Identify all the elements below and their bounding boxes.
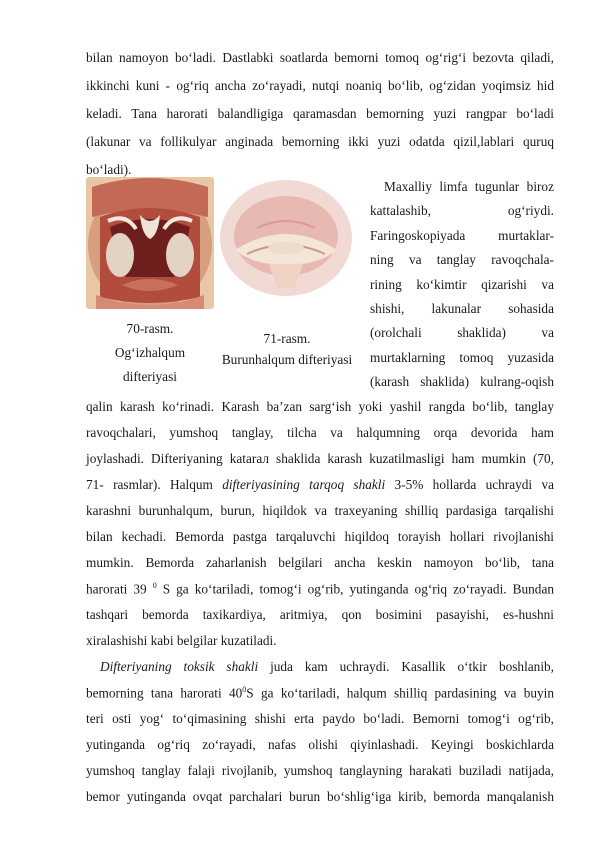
italic-term: Difteriyaning toksik shakli: [100, 659, 259, 674]
text-line: [100, 659, 554, 675]
figure-71-title: Burunhalqum difteriyasi: [221, 352, 353, 367]
text-line: Maxalliy limfa tugunlar biroz: [384, 179, 554, 194]
text-line: karashni burunhalqum, burun, hiqildok va traxeyaning shilliq pardasiga tarqalishi: [86, 503, 554, 518]
figure-70-image: [86, 177, 214, 309]
text-line: shishi, lakunalar sohasida: [370, 301, 554, 316]
figure-71-image: [217, 178, 355, 298]
text-span: 3-5% hollarda uchraydi va: [385, 477, 554, 492]
text-line: [86, 581, 554, 597]
text-line: ravoqchalari, yumshoq tanglay, tilcha va halqumning orqa devorida ham: [86, 425, 554, 440]
text-line: yutinganda og‘riq zo‘rayadi, nafas olishi qiyinlashadi. Keyingi boskichlarda: [86, 737, 554, 752]
text-line: mumkin. Bemorda zaharlanish belgilari ancha keskin namoyon bo‘lib, tana: [86, 555, 554, 570]
text-span: 71- rasmlar). Halqum: [86, 477, 223, 492]
text-line: bemor yutinganda ovqat parchalari burun bo‘shlig‘iga kirib, bemorda manqalanish: [86, 789, 554, 804]
text-span: bemorning tana harorati 40: [86, 685, 243, 701]
text-line: (karash shaklida) kulrang-oqish: [370, 374, 554, 389]
text-line: Faringoskopiyada murtaklar-: [370, 228, 554, 243]
text-line: bo‘ladi).: [86, 162, 132, 177]
text-line: (lakunar va follikulyar anginada bemorning ikki yuzi odatda qizil,lablari quruq: [86, 134, 554, 149]
text-line: (orolchali shaklida) va: [370, 325, 554, 340]
superscript: 0: [242, 685, 247, 694]
text-line: teri osti yog‘ to‘qimasining shishi erta paydo bo‘ladi. Bemorni tomog‘i og‘rib,: [86, 711, 554, 726]
text-span: harorati 39: [86, 581, 153, 597]
figure-70-title: difteriyasi: [123, 369, 177, 384]
text-line: qalin karash ko‘rinadi. Karash ba’zan sarg‘ish yoki yashil rangda bo‘lib, tanglay: [86, 399, 554, 414]
text-line: xiralashishi kabi belgilar kuzatiladi.: [86, 633, 277, 648]
text-line: kattalashib, og‘riydi.: [370, 203, 554, 218]
figure-71-number: 71-rasm.: [263, 331, 311, 346]
italic-term: difteriyasining tarqoq shakli: [222, 477, 386, 492]
text-span: S ga ko‘tariladi, halqum shilliq pardasining va buyin: [246, 685, 554, 701]
text-line: tashqari bemorda taxikardiya, aritmiya, qon bosimini pasayishi, es-hushni: [86, 607, 554, 622]
text-line: ikkinchi kuni - og‘riq ancha zo‘rayadi, nutqi noaniq bo‘lib, og‘zidan yoqimsiz hid: [86, 78, 554, 93]
text-line: rining ko‘kimtir qizarishi va: [370, 277, 554, 292]
text-line: joylashadi. Difteriyaning katarал shaklida karash kuzatilmasligi ham mumkin (70,: [86, 451, 554, 466]
figure-70-number: 70-rasm.: [126, 321, 174, 336]
text-line: ning va tanglay ravoqchala-: [370, 252, 554, 267]
text-span: juda kam uchraydi. Kasallik o‘tkir boshlanib,: [258, 659, 554, 674]
text-line: bilan namoyon bo‘ladi. Dastlabki soatlarda bemorni tomoq og‘rig‘i bezovta qiladi,: [86, 50, 554, 65]
figure-70-title: Og‘izhalqum: [114, 345, 186, 360]
text-line: [86, 477, 554, 493]
text-line: yumshoq tanglay falaji rivojlanib, yumshoq tanglayning harakati buziladi natijada,: [86, 763, 554, 778]
text-line: [86, 685, 554, 701]
text-span: S ga ko‘tariladi, tomog‘i og‘rib, yutinganda og‘riq zo‘rayadi. Bundan: [156, 581, 554, 597]
text-line: bilan kechadi. Bemorda pastga tarqaluvchi hiqildoq torayish hollari rivojlanishi: [86, 529, 554, 544]
superscript: 0: [152, 581, 157, 590]
text-line: murtaklarning tomoq yuzasida: [370, 350, 554, 365]
text-line: keladi. Tana harorati balandligiga qaramasdan bemorning yuzi rangpar bo‘ladi: [86, 106, 554, 121]
